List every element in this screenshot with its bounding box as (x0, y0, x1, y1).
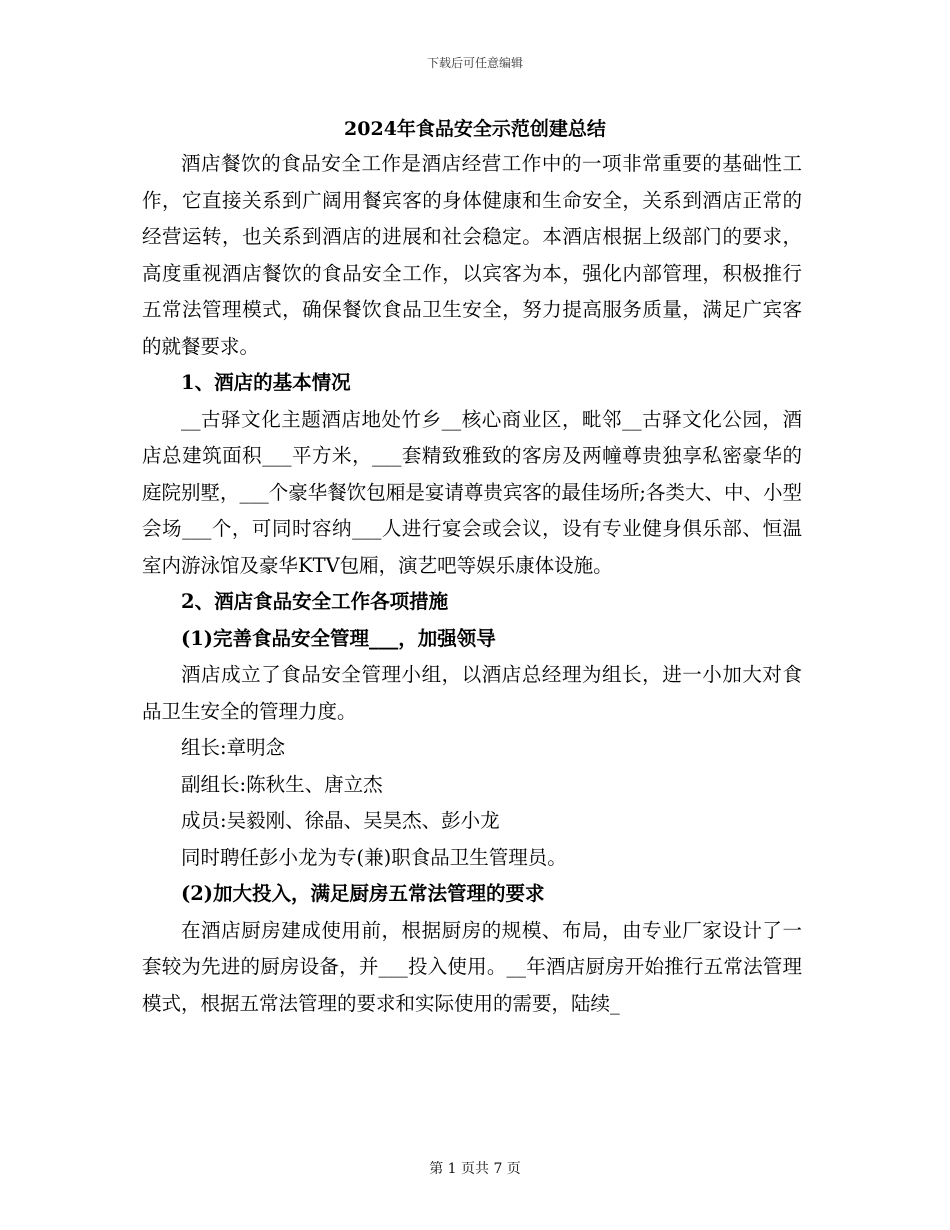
paragraph-management-group: 酒店成立了食品安全管理小组，以酒店总经理为组长，进一小加大对食品卫生安全的管理力度。 (142, 663, 802, 723)
paragraph-hygiene-manager: 同时聘任彭小龙为专(兼)职食品卫生管理员。 (181, 845, 567, 869)
paragraph-deputy-leaders: 副组长:陈秋生、唐立杰 (181, 772, 383, 796)
paragraph-basic-info: __古驿文化主题酒店地处竹乡__核心商业区，毗邻__古驿文化公园，酒店总建筑面积___平方米，___套精致雅致的客房及两幢尊贵独享私密豪华的庭院别墅，___个豪华餐饮包厢是宴请尊贵宾客的最佳场所;各类大、中、小型会场___个，可同时容纳___人进行宴会或会议，设有专业健身俱乐部、恒温室内游泳馆及豪华KTV包厢，演艺吧等娱乐康体设施。 (142, 407, 802, 577)
document-title: 2024年食品安全示范创建总结 (344, 118, 606, 140)
paragraph-members: 成员:吴毅刚、徐晶、吴昊杰、彭小龙 (181, 809, 500, 832)
page-number: 第 1 页共 7 页 (429, 1161, 521, 1177)
header-note: 下载后可任意编辑 (426, 56, 523, 70)
section-heading-basic-info: 1、酒店的基本情况 (181, 371, 351, 394)
paragraph-group-leader: 组长:章明念 (181, 736, 286, 759)
subheading-investment: (2)加大投入，满足厨房五常法管理的要求 (181, 882, 545, 905)
document-body (142, 146, 802, 1022)
section-heading-measures: 2、酒店食品安全工作各项措施 (181, 590, 449, 613)
paragraph-intro: 酒店餐饮的食品安全工作是酒店经营工作中的一项非常重要的基础性工作，它直接关系到广阔用餐宾客的身体健康和生命安全，关系到酒店正常的经营运转，也关系到酒店的进展和社会稳定。本酒店根据上级部门的要求，高度重视酒店餐饮的食品安全工作，以宾客为本，强化内部管理，积极推行五常法管理模式，确保餐饮食品卫生安全，努力提高服务质量，满足广宾客的就餐要求。 (142, 152, 802, 358)
paragraph-kitchen-equipment: 在酒店厨房建成使用前，根据厨房的规模、布局，由专业厂家设计了一套较为先进的厨房设备，并___投入使用。__年酒店厨房开始推行五常法管理模式，根据五常法管理的要求和实际使用的需要，陆续_ (142, 918, 802, 1015)
subheading-management: (1)完善食品安全管理___，加强领导 (181, 626, 496, 650)
